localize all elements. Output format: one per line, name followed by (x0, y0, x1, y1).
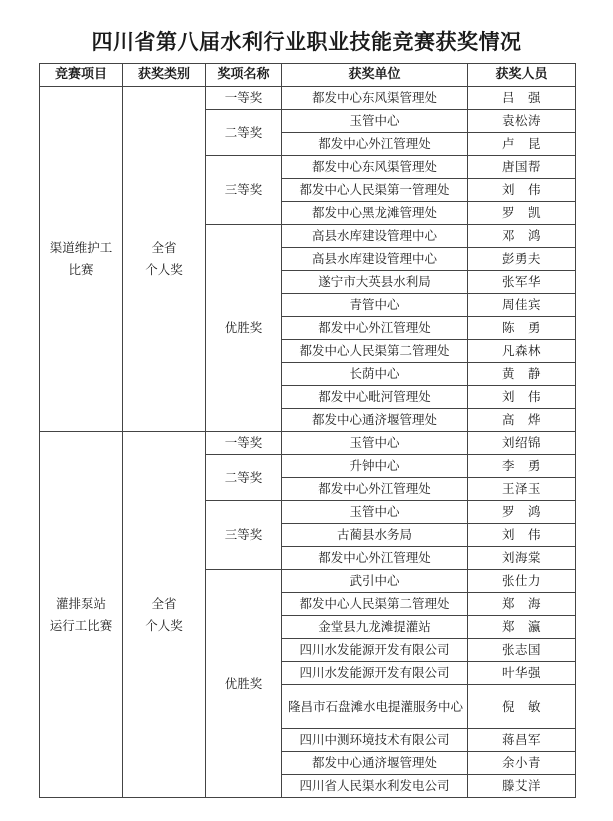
unit-cell: 都发中心人民渠第二管理处 (282, 340, 468, 363)
person-cell: 张仕力 (468, 570, 576, 593)
person-cell: 刘海棠 (468, 547, 576, 570)
award-name-cell: 一等奖 (206, 432, 282, 455)
header-unit: 获奖单位 (282, 64, 468, 87)
unit-cell: 都发中心东风渠管理处 (282, 87, 468, 110)
category-line: 全省 (151, 240, 177, 255)
unit-cell: 都发中心人民渠第二管理处 (282, 593, 468, 616)
unit-cell: 四川水发能源开发有限公司 (282, 662, 468, 685)
unit-cell: 升钟中心 (282, 455, 468, 478)
competition-name-line: 运行工比赛 (49, 617, 113, 633)
award-name-cell: 三等奖 (206, 156, 282, 225)
awards-table-body (40, 87, 576, 798)
award-name-cell: 二等奖 (206, 110, 282, 156)
person-cell: 郑 海 (468, 593, 576, 616)
unit-cell: 遂宁市大英县水利局 (282, 271, 468, 294)
person-cell: 陈 勇 (468, 317, 576, 340)
person-cell: 刘绍锦 (468, 432, 576, 455)
header-row (40, 64, 576, 87)
unit-cell: 都发中心黑龙滩管理处 (282, 202, 468, 225)
header-category: 获奖类别 (123, 64, 206, 87)
unit-cell: 四川中测环境技术有限公司 (282, 729, 468, 752)
person-cell: 郑 瀛 (468, 616, 576, 639)
person-cell: 余小青 (468, 752, 576, 775)
person-cell: 袁松涛 (468, 110, 576, 133)
unit-cell: 金堂县九龙滩提灌站 (282, 616, 468, 639)
category-line: 个人奖 (145, 617, 183, 633)
unit-cell: 都发中心通济堰管理处 (282, 409, 468, 432)
person-cell: 黄 静 (468, 363, 576, 386)
award-name-cell: 三等奖 (206, 501, 282, 570)
unit-cell: 青管中心 (282, 294, 468, 317)
table-row (40, 432, 576, 455)
header-award-name: 奖项名称 (206, 64, 282, 87)
person-cell: 倪 敏 (468, 685, 576, 729)
award-name-cell: 优胜奖 (206, 225, 282, 432)
person-cell: 叶华强 (468, 662, 576, 685)
unit-cell: 都发中心外江管理处 (282, 478, 468, 501)
award-name-cell: 优胜奖 (206, 570, 282, 798)
unit-cell: 都发中心东风渠管理处 (282, 156, 468, 179)
person-cell: 刘 伟 (468, 179, 576, 202)
person-cell: 高 烨 (468, 409, 576, 432)
person-cell: 凡森林 (468, 340, 576, 363)
person-cell: 张军华 (468, 271, 576, 294)
competition-name-line: 灌排泵站 (55, 595, 106, 611)
category-cell (123, 432, 206, 798)
person-cell: 邓 鸿 (468, 225, 576, 248)
category-line: 个人奖 (145, 262, 183, 277)
person-cell: 周佳宾 (468, 294, 576, 317)
award-name-cell: 二等奖 (206, 455, 282, 501)
person-cell: 王泽玉 (468, 478, 576, 501)
unit-cell: 隆昌市石盘滩水电提灌服务中心 (282, 685, 468, 729)
unit-cell: 高县水库建设管理中心 (282, 248, 468, 271)
unit-cell: 都发中心毗河管理处 (282, 386, 468, 409)
header-competition: 竞赛项目 (40, 64, 123, 87)
award-name-cell: 一等奖 (206, 87, 282, 110)
header-person: 获奖人员 (468, 64, 576, 87)
awards-table (39, 63, 576, 798)
person-cell: 罗 鸿 (468, 501, 576, 524)
person-cell: 刘 伟 (468, 386, 576, 409)
unit-cell: 都发中心外江管理处 (282, 317, 468, 340)
unit-cell: 玉管中心 (282, 432, 468, 455)
page-title: 四川省第八届水利行业职业技能竞赛获奖情况 (91, 29, 522, 54)
person-cell: 滕艾洋 (468, 775, 576, 798)
unit-cell: 四川水发能源开发有限公司 (282, 639, 468, 662)
person-cell: 卢 昆 (468, 133, 576, 156)
person-cell: 蒋昌军 (468, 729, 576, 752)
person-cell: 罗 凯 (468, 202, 576, 225)
unit-cell: 武引中心 (282, 570, 468, 593)
person-cell: 李 勇 (468, 455, 576, 478)
unit-cell: 都发中心外江管理处 (282, 547, 468, 570)
unit-cell: 古蔺县水务局 (282, 524, 468, 547)
unit-cell: 玉管中心 (282, 110, 468, 133)
unit-cell: 玉管中心 (282, 501, 468, 524)
unit-cell: 都发中心外江管理处 (282, 133, 468, 156)
table-row (40, 87, 576, 110)
unit-cell: 都发中心人民渠第一管理处 (282, 179, 468, 202)
competition-cell (40, 432, 123, 798)
unit-cell: 都发中心通济堰管理处 (282, 752, 468, 775)
competition-name-line: 比赛 (68, 262, 94, 277)
person-cell: 唐国帮 (468, 156, 576, 179)
person-cell: 彭勇夫 (468, 248, 576, 271)
person-cell: 刘 伟 (468, 524, 576, 547)
unit-cell: 长荫中心 (282, 363, 468, 386)
unit-cell: 高县水库建设管理中心 (282, 225, 468, 248)
category-line: 全省 (151, 595, 177, 611)
person-cell: 张志国 (468, 639, 576, 662)
person-cell: 吕 强 (468, 87, 576, 110)
category-cell (123, 87, 206, 432)
unit-cell: 四川省人民渠水利发电公司 (282, 775, 468, 798)
competition-name-line: 渠道维护工 (49, 240, 113, 255)
competition-cell (40, 87, 123, 432)
